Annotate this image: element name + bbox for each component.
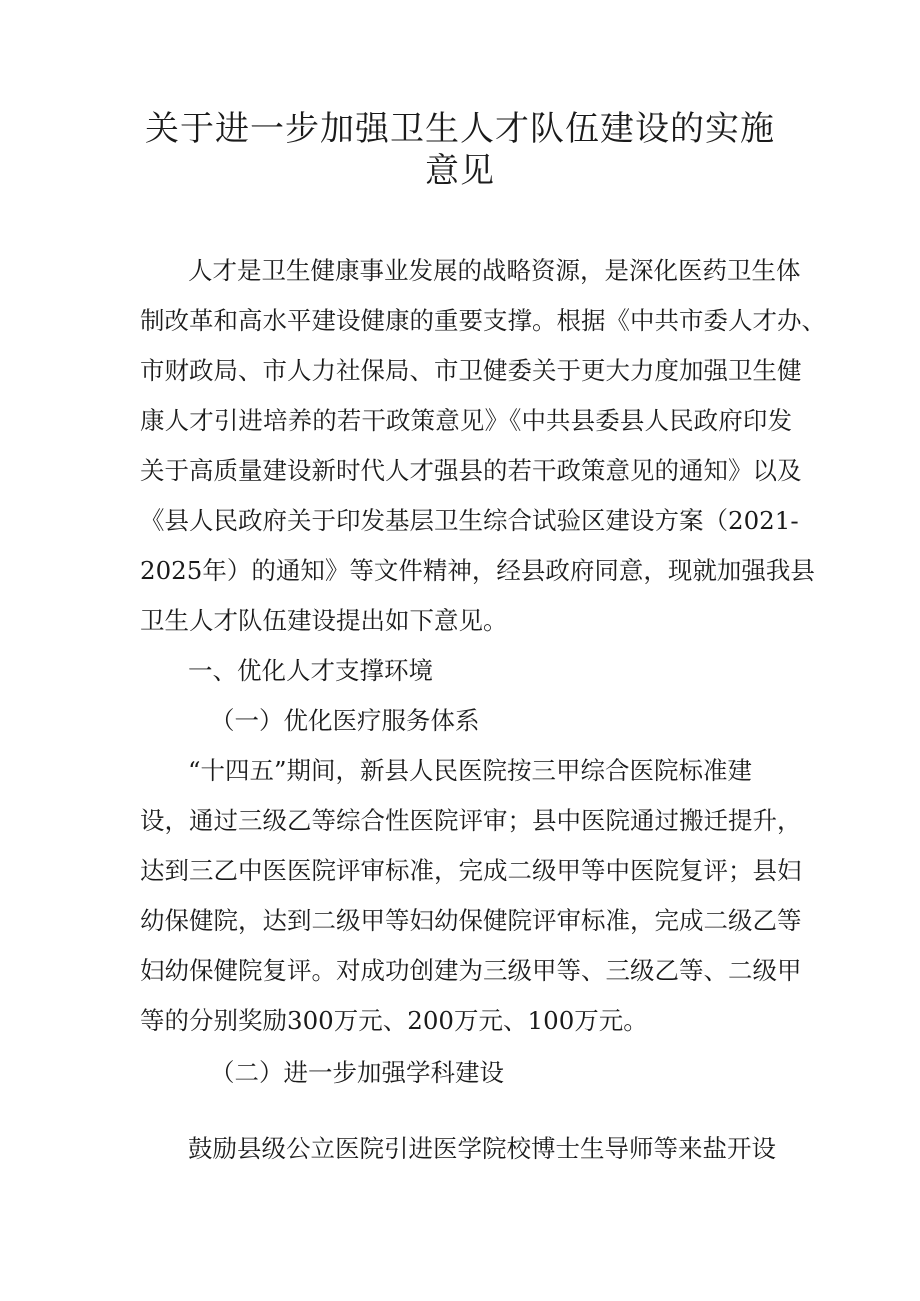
subsection-1-line-4: 幼保健院，达到二级甲等妇幼保健院评审标准，完成二级乙等 [140, 906, 802, 935]
subsection-1-line-2: 设，通过三级乙等综合性医院评审；县中医院通过搬迁提升， [140, 806, 802, 835]
subsection-1-heading: （一）优化医疗服务体系 [210, 706, 480, 735]
intro-line-4: 康人才引进培养的若干政策意见》《中共县委县人民政府印发 [140, 406, 792, 435]
intro-line-1: 人才是卫生健康事业发展的战略资源，是深化医药卫生体 [188, 256, 801, 285]
intro-line-5: 关于高质量建设新时代人才强县的若干政策意见的通知》以及 [140, 456, 802, 485]
intro-line-7: 2025年）的通知》等文件精神，经县政府同意，现就加强我县 [140, 556, 815, 585]
subsection-2-line-1: 鼓励县级公立医院引进医学院校博士生导师等来盐开设 [188, 1134, 776, 1163]
document-title-line-1: 关于进一步加强卫生人才队伍建设的实施 [145, 109, 775, 149]
subsection-1-line-3: 达到三乙中医医院评审标准，完成二级甲等中医院复评；县妇 [140, 856, 802, 885]
subsection-1-line-5: 妇幼保健院复评。对成功创建为三级甲等、三级乙等、二级甲 [140, 956, 802, 985]
intro-line-8: 卫生人才队伍建设提出如下意见。 [140, 606, 508, 635]
subsection-1-line-6: 等的分别奖励300万元、200万元、100万元。 [140, 1006, 648, 1035]
intro-line-6: 《县人民政府关于印发基层卫生综合试验区建设方案（2021- [140, 506, 799, 535]
subsection-1-line-1: “十四五”期间，新县人民医院按三甲综合医院标准建 [188, 756, 753, 785]
section-1-heading: 一、优化人才支撑环境 [188, 656, 433, 685]
document-title-line-2: 意见 [425, 151, 495, 191]
subsection-2-heading: （二）进一步加强学科建设 [210, 1058, 504, 1087]
intro-line-3: 市财政局、市人力社保局、市卫健委关于更大力度加强卫生健 [140, 356, 802, 385]
intro-line-2: 制改革和高水平建设健康的重要支撑。根据《中共市委人才办、 [140, 306, 826, 335]
